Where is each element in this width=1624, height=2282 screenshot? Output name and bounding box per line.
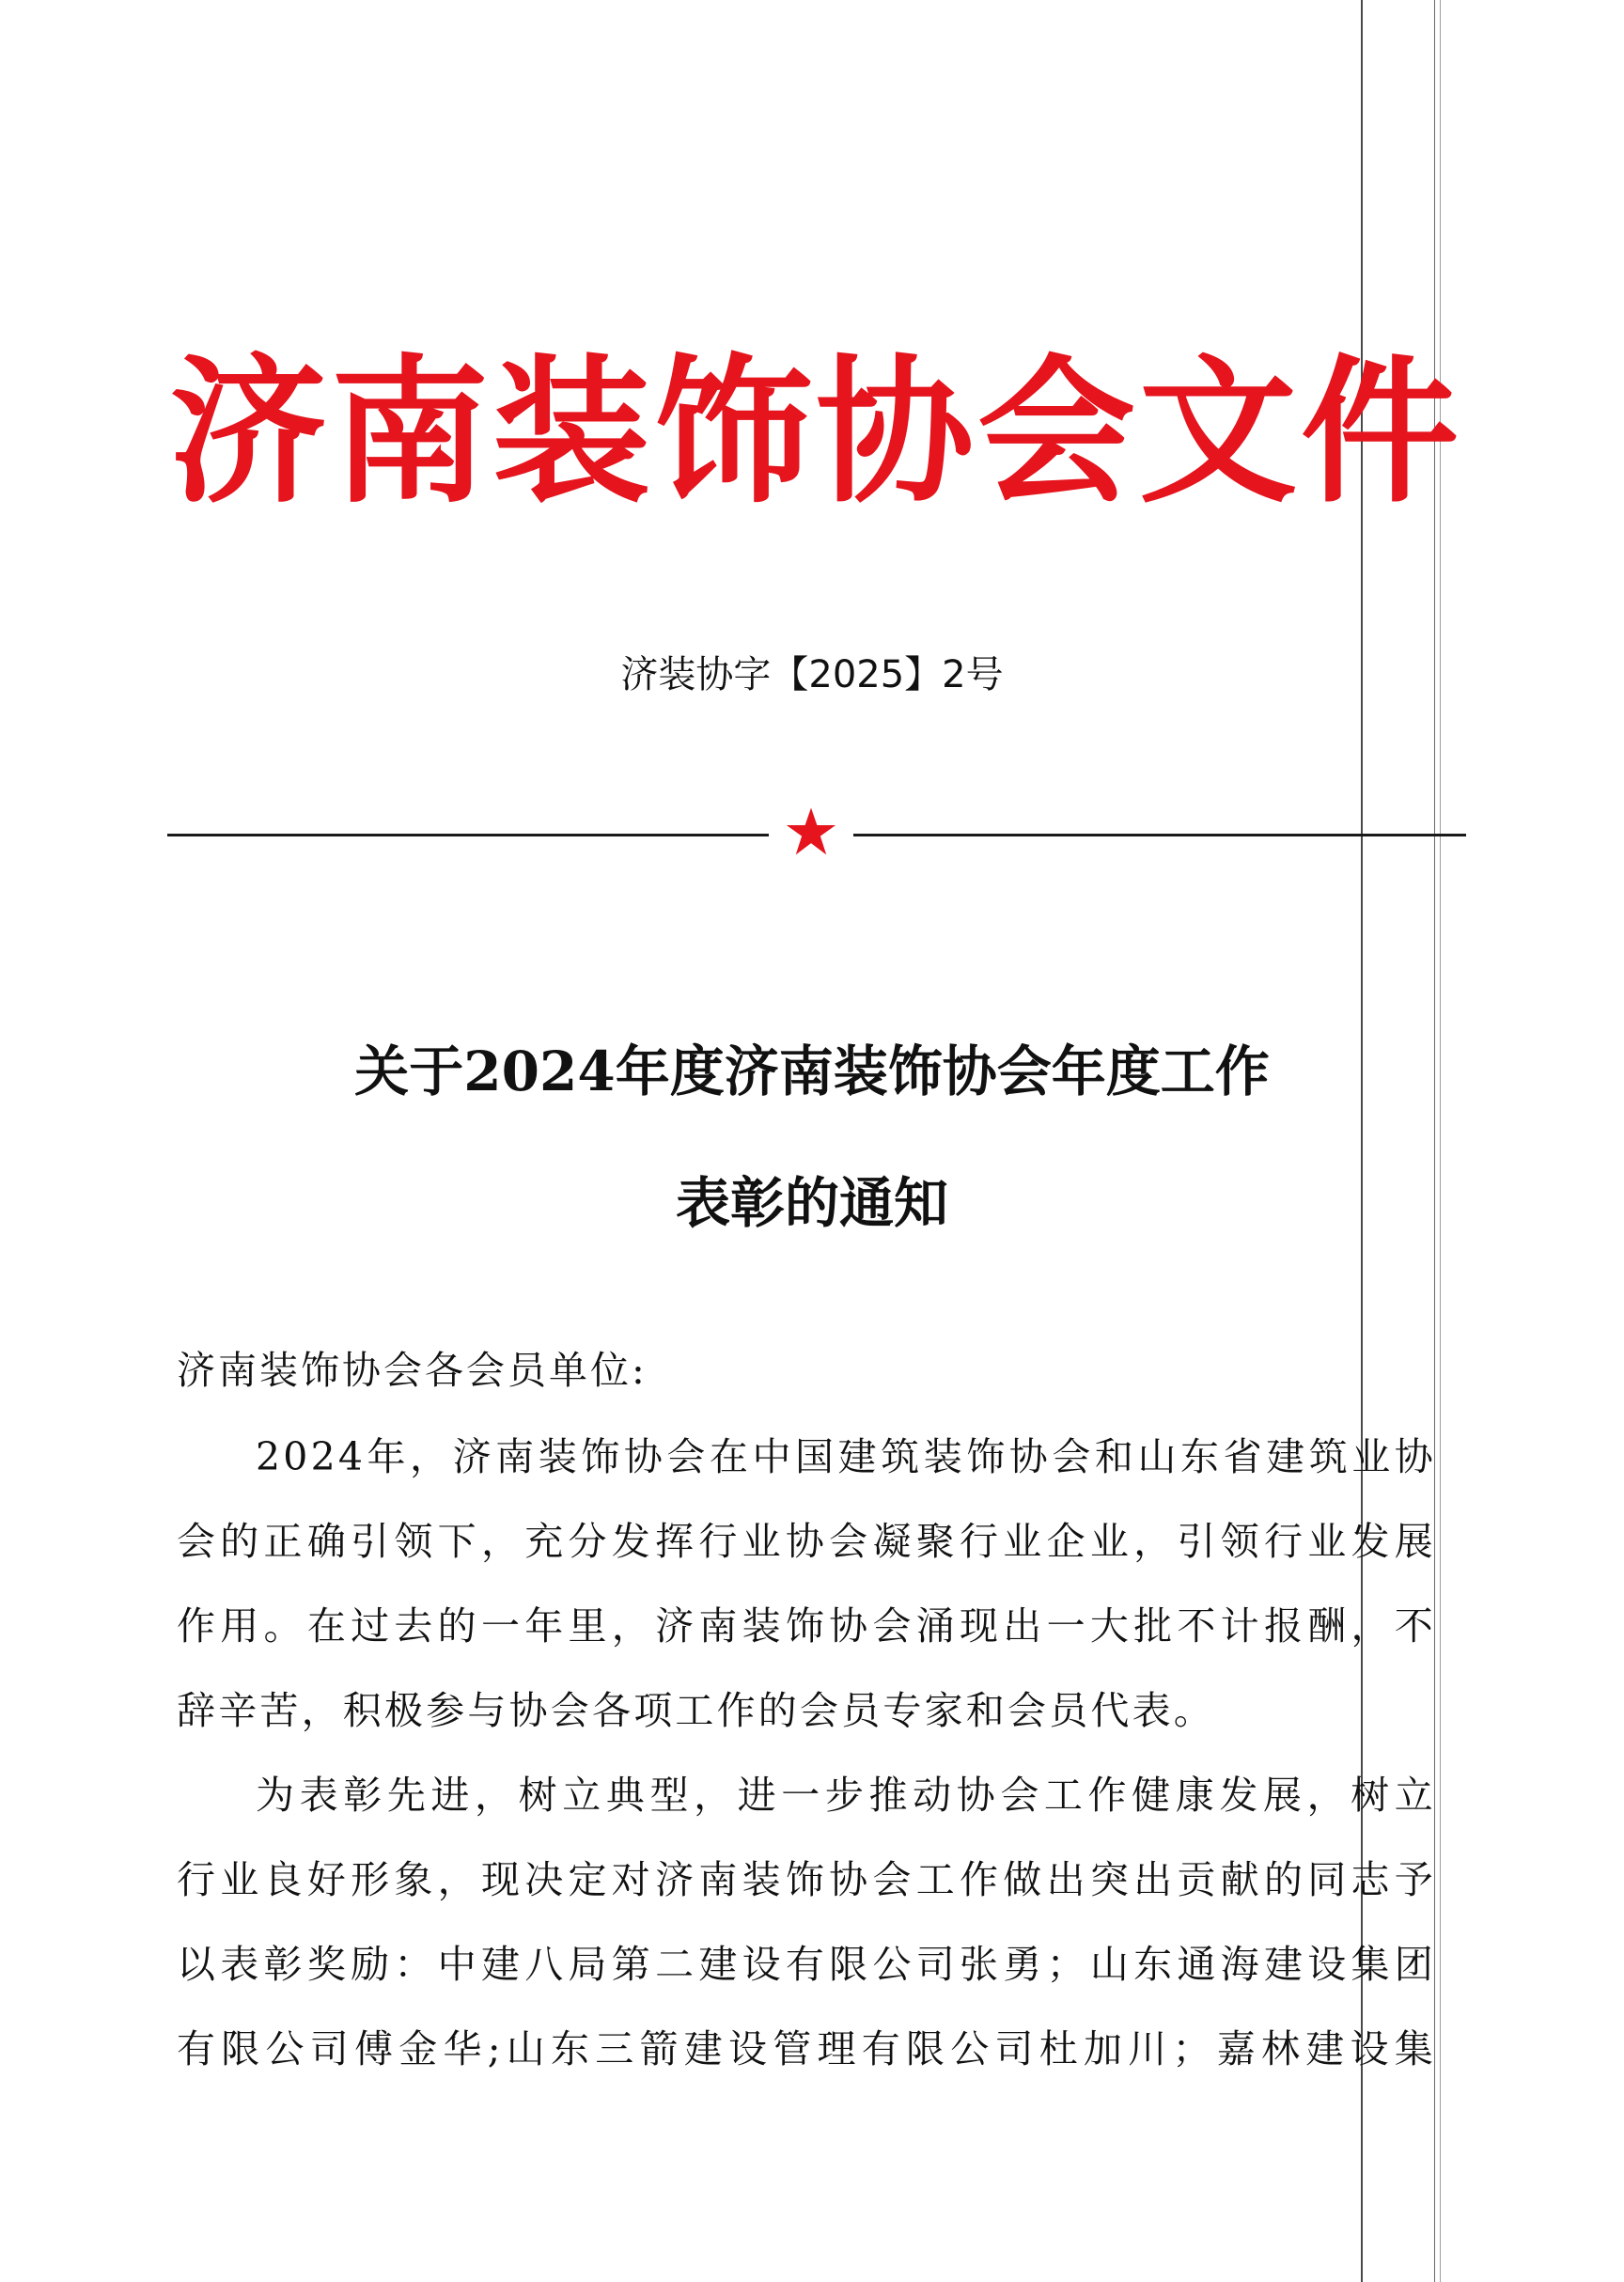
salutation: 济南装饰协会各会员单位: — [177, 1348, 648, 1393]
paragraph2-line: 为表彰先进，树立典型，进一步推动协会工作健康发展，树立 — [256, 1773, 1436, 1818]
divider-rule-left — [167, 834, 769, 836]
divider-rule-right — [853, 834, 1466, 836]
paragraph2-line: 以表彰奖励：中建八局第二建设有限公司张勇；山东通海建设集团 — [177, 1942, 1436, 1987]
notice-title-line1: 关于2024年度济南装饰协会年度工作 — [354, 1039, 1270, 1103]
paragraph2-line: 有限公司傅金华;山东三箭建设管理有限公司杜加川；嘉林建设集 — [177, 2026, 1436, 2071]
star-icon — [784, 805, 838, 859]
paragraph1-line: 会的正确引领下，充分发挥行业协会凝聚行业企业，引领行业发展 — [177, 1519, 1436, 1564]
notice-title-line2: 表彰的通知 — [675, 1171, 948, 1235]
paragraph1-line: 辞辛苦，积极参与协会各项工作的会员专家和会员代表。 — [177, 1688, 1215, 1733]
paragraph2-line: 行业良好形象，现决定对济南装饰协会工作做出突出贡献的同志予 — [177, 1857, 1436, 1902]
document-header-title: 济南装饰协会文件 — [169, 340, 1462, 524]
paragraph1-line: 2024年，济南装饰协会在中国建筑装饰协会和山东省建筑业协 — [256, 1434, 1436, 1479]
document-number: 济装协字【2025】2号 — [620, 653, 1004, 696]
paragraph1-line: 作用。在过去的一年里，济南装饰协会涌现出一大批不计报酬，不 — [177, 1603, 1436, 1649]
